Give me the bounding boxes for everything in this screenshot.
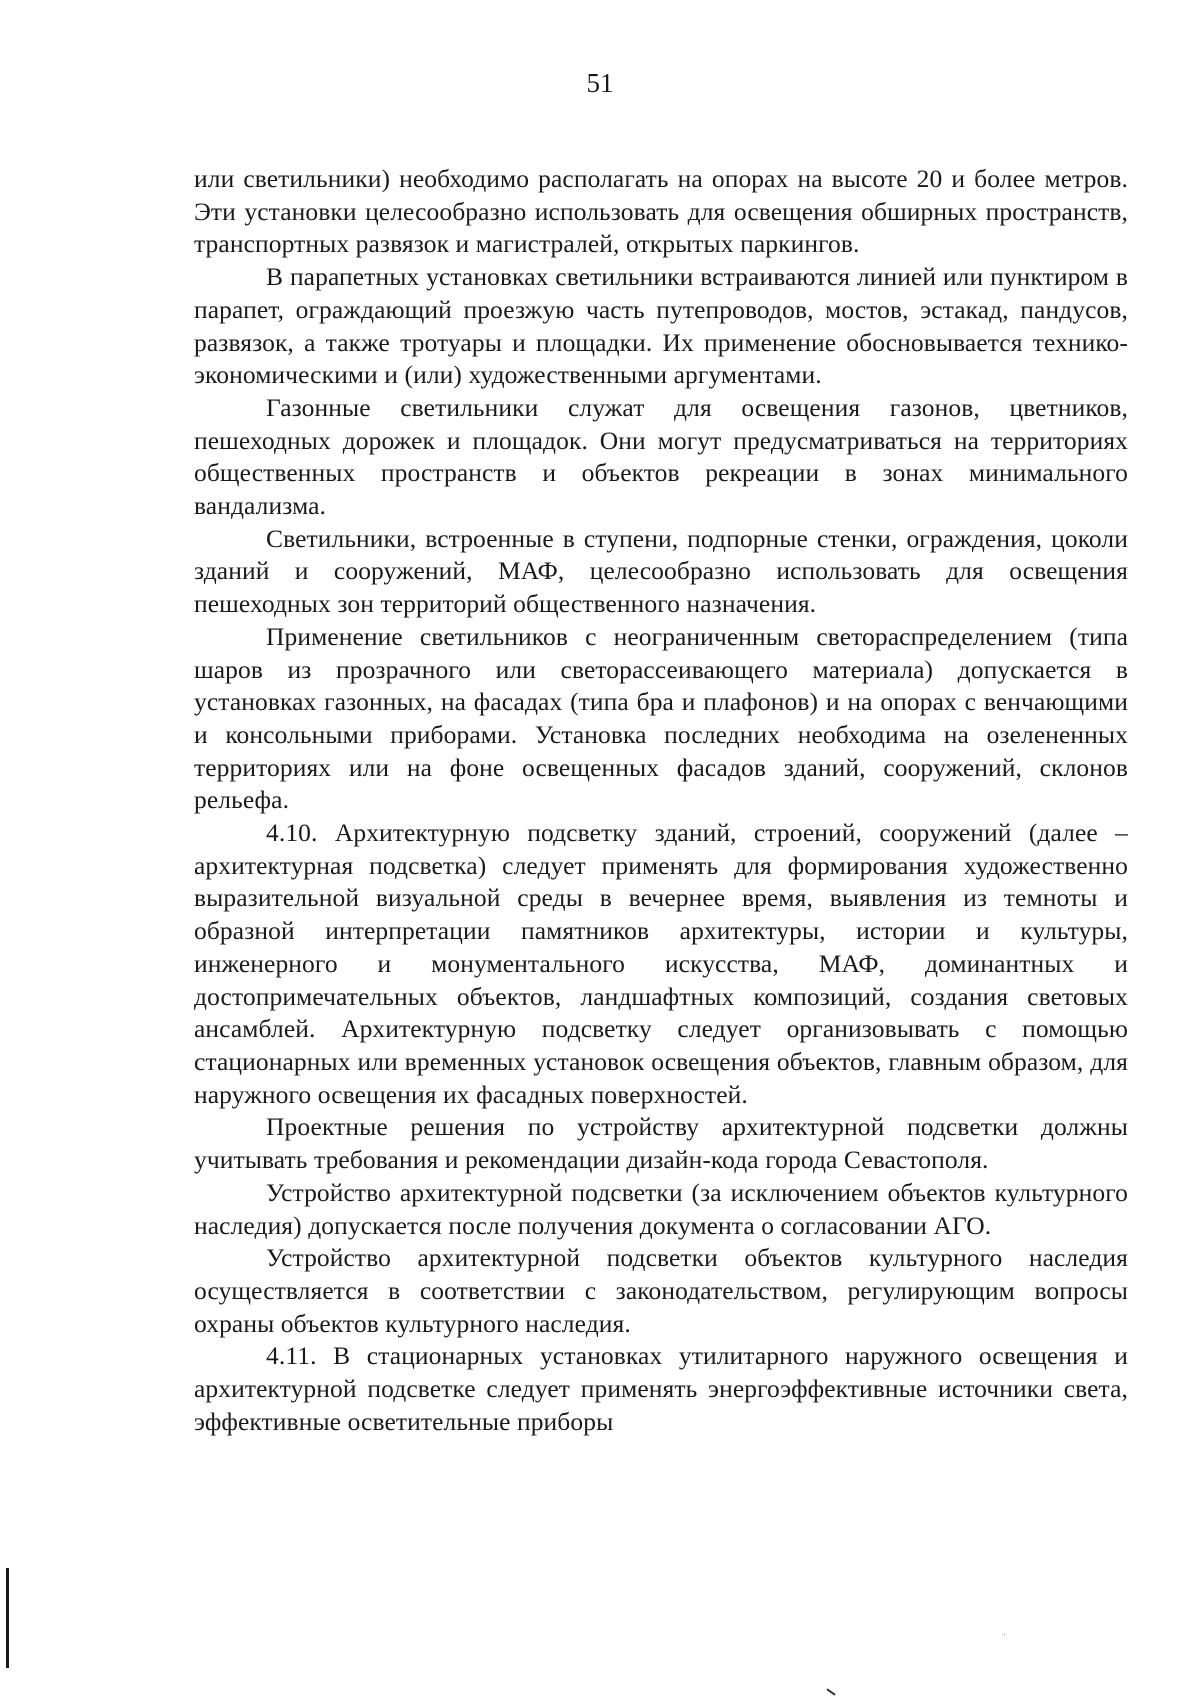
paragraph-3: Газонные светильники служат для освещения газонов, цветников, пешеходных дорожек и площадок. Они могут предусматриваться на территориях общественных пространств и объектов рекреации в зонах минимального вандализма.	[194, 392, 1128, 521]
document-body	[194, 163, 1128, 1438]
paragraph-7: Проектные решения по устройству архитектурной подсветки должны учитывать требования и рекомендации дизайн-кода города Севастополя.	[194, 1112, 1128, 1175]
paragraph-1: или светильники) необходимо располагать на опорах на высоте 20 и более метров. Эти установки целесообразно использовать для освещения обширных пространств, транспортных развязок и магистралей, открытых паркингов.	[194, 164, 1128, 259]
paragraph-2: В парапетных установках светильники встраиваются линией или пунктиром в парапет, ограждающий проезжую часть путепроводов, мостов, эстакад, пандусов, развязок, а также тротуары и площадки. Их применение обосновывается технико-экономическими и (или) художественными аргументами.	[194, 262, 1128, 390]
paragraph-5: Применение светильников с неограниченным светораспределением (типа шаров из прозрачного или светорассеивающего материала) допускается в установках газонных, на фасадах (типа бра и плафонов) и на опорах с венчающими и консольными приборами. Установка последних необходима на озелененных территориях или на фоне освещенных фасадов зданий, сооружений, склонов рельефа.	[194, 621, 1128, 815]
scan-margin-line	[6, 1568, 9, 1668]
paragraph-6: 4.10. Архитектурную подсветку зданий, строений, сооружений (далее – архитектурная подсветка) следует применять для формирования художественно выразительной визуальной среды в вечернее время, выявления из темноты и образной интерпретации памятников архитектуры, истории и культуры, инженерного и монументального искусства, МАФ, доминантных и достопримечательных объектов, ландшафтных композиций, создания световых ансамблей. Архитектурную подсветку следует организовывать с помощью стационарных или временных установок освещения объектов, главным образом, для наружного освещения их фасадных поверхностей.	[194, 818, 1128, 1109]
paragraph-9: Устройство архитектурной подсветки объектов культурного наследия осуществляется в соответствии с законодательством, регулирующим вопросы охраны объектов культурного наследия.	[194, 1243, 1128, 1338]
scan-speck	[1004, 1634, 1005, 1635]
scan-mark	[826, 1688, 835, 1695]
paragraph-4: Светильники, встроенные в ступени, подпорные стенки, ограждения, цоколи зданий и сооружений, МАФ, целесообразно использовать для освещения пешеходных зон территорий общественного назначения.	[194, 523, 1128, 619]
paragraph-8: Устройство архитектурной подсветки (за исключением объектов культурного наследия) допускается после получения документа о согласовании АГО.	[194, 1177, 1128, 1240]
paragraph-10: 4.11. В стационарных установках утилитарного наружного освещения и архитектурной подсветке следует применять энергоэффективные источники света, эффективные осветительные приборы	[194, 1341, 1128, 1436]
page-number: 51	[586, 68, 614, 98]
